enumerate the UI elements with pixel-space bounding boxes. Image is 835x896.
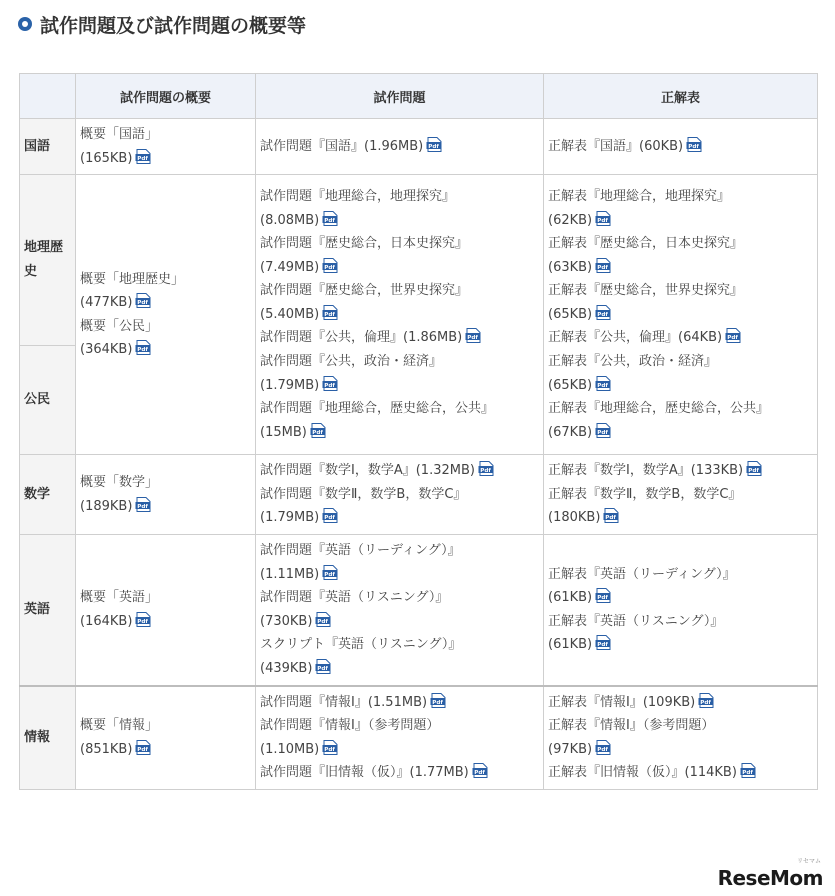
svg-text:Pdf: Pdf bbox=[597, 264, 608, 271]
svg-text:Pdf: Pdf bbox=[727, 335, 738, 342]
answer-link[interactable]: 正解表『歴史総合，世界史探究』 bbox=[548, 283, 744, 299]
problem-link[interactable]: 試作問題『歴史総合，日本史探究』 bbox=[260, 236, 469, 252]
summary-cell bbox=[76, 534, 256, 685]
svg-text:Pdf: Pdf bbox=[324, 311, 336, 318]
svg-text:Pdf: Pdf bbox=[312, 429, 323, 436]
pdf-icon[interactable] bbox=[135, 293, 151, 308]
pdf-icon[interactable] bbox=[686, 137, 702, 152]
problem-link[interactable]: (1.79MB) bbox=[260, 377, 320, 393]
problem-link[interactable]: 試作問題『情報Ⅰ』(1.51MB) bbox=[260, 694, 428, 710]
problems-cell bbox=[256, 119, 544, 175]
pdf-icon[interactable] bbox=[322, 376, 338, 391]
pdf-icon[interactable] bbox=[135, 149, 151, 164]
svg-text:Pdf: Pdf bbox=[137, 347, 149, 354]
svg-text:Pdf: Pdf bbox=[324, 382, 336, 389]
summary-cell bbox=[76, 119, 256, 175]
svg-text:Pdf: Pdf bbox=[467, 335, 479, 342]
svg-text:Pdf: Pdf bbox=[597, 746, 608, 753]
subject-cell bbox=[20, 455, 76, 535]
problems-cell bbox=[256, 175, 544, 455]
answer-link[interactable]: (65KB) bbox=[548, 377, 593, 393]
svg-text:Pdf: Pdf bbox=[324, 264, 336, 271]
header-problems: 試作問題 bbox=[256, 74, 544, 119]
svg-text:Pdf: Pdf bbox=[432, 699, 443, 706]
pdf-icon[interactable] bbox=[740, 763, 756, 778]
problem-link[interactable]: 試作問題『情報Ⅰ』（参考問題） bbox=[260, 718, 440, 734]
pdf-icon[interactable] bbox=[322, 211, 338, 226]
pdf-icon[interactable] bbox=[725, 328, 741, 343]
problem-link[interactable]: 試作問題『数学Ⅱ，数学B，数学C』 bbox=[260, 486, 467, 502]
answers-cell bbox=[544, 175, 818, 455]
pdf-icon[interactable] bbox=[595, 588, 611, 603]
svg-text:Pdf: Pdf bbox=[480, 467, 491, 474]
watermark-small: リセマム bbox=[797, 858, 821, 865]
pdf-icon[interactable] bbox=[322, 305, 338, 320]
answer-link[interactable]: 正解表『公共，政治・経済』 bbox=[548, 354, 718, 370]
pdf-icon[interactable] bbox=[698, 693, 714, 708]
svg-text:Pdf: Pdf bbox=[137, 299, 149, 306]
pdf-icon[interactable] bbox=[426, 137, 442, 152]
pdf-icon[interactable] bbox=[315, 659, 331, 674]
pdf-icon[interactable] bbox=[746, 461, 762, 476]
pdf-icon[interactable] bbox=[595, 258, 611, 273]
subject-label: 公民 bbox=[24, 392, 51, 408]
svg-text:Pdf: Pdf bbox=[137, 746, 149, 753]
problems-cell bbox=[256, 686, 544, 790]
answers-cell bbox=[544, 119, 818, 175]
circle-bullet-icon bbox=[18, 17, 32, 31]
problem-link[interactable]: 試作問題『公共，倫理』(1.86MB) bbox=[260, 330, 463, 346]
svg-text:Pdf: Pdf bbox=[597, 217, 608, 224]
summary-cell bbox=[76, 686, 256, 790]
problem-link[interactable]: 試作問題『旧情報（仮）』(1.77MB) bbox=[260, 765, 469, 781]
subject-label: 地理歴史 bbox=[24, 240, 64, 280]
problem-link[interactable]: (1.11MB) bbox=[260, 566, 320, 582]
subject-cell bbox=[20, 119, 76, 175]
problem-link[interactable]: 試作問題『公共，政治・経済』 bbox=[260, 354, 443, 370]
answer-link[interactable]: 正解表『数学Ⅱ，数学B，数学C』 bbox=[548, 486, 742, 502]
problem-link[interactable]: 試作問題『英語（リーディング）』 bbox=[260, 542, 461, 558]
problem-link[interactable]: (1.79MB) bbox=[260, 510, 320, 526]
svg-text:Pdf: Pdf bbox=[688, 143, 699, 150]
answer-link[interactable]: (62KB) bbox=[548, 212, 593, 228]
pdf-icon[interactable] bbox=[595, 211, 611, 226]
svg-text:Pdf: Pdf bbox=[597, 429, 608, 436]
pdf-icon[interactable] bbox=[603, 508, 619, 523]
answer-link[interactable]: 正解表『英語（リスニング）』 bbox=[548, 613, 724, 629]
svg-text:Pdf: Pdf bbox=[324, 515, 336, 522]
svg-text:Pdf: Pdf bbox=[317, 618, 329, 625]
pdf-icon[interactable] bbox=[322, 258, 338, 273]
pdf-icon[interactable] bbox=[472, 763, 488, 778]
svg-text:Pdf: Pdf bbox=[137, 618, 149, 625]
answer-link[interactable]: (63KB) bbox=[548, 259, 593, 275]
pdf-icon[interactable] bbox=[595, 423, 611, 438]
summary-link[interactable]: 概要「地理歴史」 bbox=[80, 271, 185, 287]
answer-link[interactable]: 正解表『地理総合，地理探究』 bbox=[548, 188, 731, 204]
svg-text:Pdf: Pdf bbox=[137, 503, 149, 510]
section-heading bbox=[18, 10, 306, 38]
problem-link[interactable]: 試作問題『数学Ⅰ，数学A』(1.32MB) bbox=[260, 463, 475, 479]
svg-text:Pdf: Pdf bbox=[324, 217, 336, 224]
svg-text:Pdf: Pdf bbox=[597, 382, 608, 389]
pdf-icon[interactable] bbox=[595, 635, 611, 650]
answer-link[interactable]: (61KB) bbox=[548, 637, 593, 653]
answer-link[interactable]: (61KB) bbox=[548, 590, 593, 606]
svg-text:Pdf: Pdf bbox=[597, 594, 608, 601]
problem-link[interactable]: 試作問題『地理総合，地理探究』 bbox=[260, 188, 456, 204]
svg-text:Pdf: Pdf bbox=[605, 515, 617, 522]
pdf-icon[interactable] bbox=[322, 565, 338, 580]
problem-link[interactable]: 試作問題『国語』(1.96MB) bbox=[260, 138, 424, 154]
answer-link[interactable]: (65KB) bbox=[548, 306, 593, 322]
table-header-row bbox=[20, 74, 818, 119]
problem-link[interactable]: (1.10MB) bbox=[260, 741, 320, 757]
pdf-icon[interactable] bbox=[310, 423, 326, 438]
pdf-icon[interactable] bbox=[595, 305, 611, 320]
answer-link[interactable]: 正解表『情報Ⅰ』(109KB) bbox=[548, 694, 696, 710]
summary-link[interactable]: (165KB) bbox=[80, 150, 133, 166]
svg-text:Pdf: Pdf bbox=[137, 155, 149, 162]
subject-label: 国語 bbox=[24, 138, 51, 154]
pdf-icon[interactable] bbox=[135, 740, 151, 755]
summary-link[interactable]: 概要「公民」 bbox=[80, 318, 159, 334]
answer-link[interactable]: (180KB) bbox=[548, 510, 601, 526]
subject-label: 情報 bbox=[24, 729, 51, 745]
svg-text:Pdf: Pdf bbox=[597, 311, 608, 318]
answer-link[interactable]: 正解表『歴史総合，日本史探究』 bbox=[548, 236, 744, 252]
answer-link[interactable]: 正解表『公共，倫理』(64KB) bbox=[548, 330, 723, 346]
header-answers: 正解表 bbox=[544, 74, 818, 119]
svg-text:Pdf: Pdf bbox=[597, 642, 608, 649]
svg-text:Pdf: Pdf bbox=[742, 770, 753, 777]
answers-cell bbox=[544, 534, 818, 685]
summary-link[interactable]: 概要「国語」 bbox=[80, 127, 159, 142]
subject-label: 英語 bbox=[24, 601, 51, 617]
subject-cell bbox=[20, 175, 76, 455]
problem-link[interactable]: (439KB) bbox=[260, 660, 313, 676]
summary-link[interactable]: 概要「数学」 bbox=[80, 474, 159, 490]
subject-cell bbox=[20, 686, 76, 790]
pdf-icon[interactable] bbox=[135, 340, 151, 355]
svg-text:Pdf: Pdf bbox=[473, 770, 485, 777]
header-subject bbox=[20, 74, 76, 119]
answers-cell bbox=[544, 686, 818, 790]
table-row bbox=[20, 686, 818, 790]
svg-text:Pdf: Pdf bbox=[700, 699, 712, 706]
table-row bbox=[20, 455, 818, 535]
svg-text:Pdf: Pdf bbox=[324, 746, 336, 753]
summary-link[interactable]: (851KB) bbox=[80, 741, 133, 757]
problem-link[interactable]: (5.40MB) bbox=[260, 306, 320, 322]
problem-link[interactable]: 試作問題『歴史総合，世界史探究』 bbox=[260, 283, 469, 299]
page-title: 試作問題及び試作問題の概要等 bbox=[40, 14, 307, 37]
pdf-icon[interactable] bbox=[322, 508, 338, 523]
table-row bbox=[20, 175, 818, 455]
problems-cell bbox=[256, 534, 544, 685]
problems-cell bbox=[256, 455, 544, 535]
watermark-logo: ReseMom bbox=[717, 866, 823, 890]
summary-link[interactable]: (164KB) bbox=[80, 613, 133, 629]
pdf-icon[interactable] bbox=[465, 328, 481, 343]
answer-link[interactable]: (97KB) bbox=[548, 741, 593, 757]
problem-link[interactable]: 試作問題『英語（リスニング）』 bbox=[260, 590, 449, 606]
summary-link[interactable]: (189KB) bbox=[80, 498, 133, 514]
pdf-icon[interactable] bbox=[430, 693, 446, 708]
problem-link[interactable]: (8.08MB) bbox=[260, 212, 320, 228]
answer-link[interactable]: 正解表『数学Ⅰ，数学A』(133KB) bbox=[548, 463, 744, 479]
summary-link[interactable]: (364KB) bbox=[80, 342, 133, 358]
subject-label: 数学 bbox=[24, 486, 51, 502]
answer-link[interactable]: 正解表『情報Ⅰ』（参考問題） bbox=[548, 718, 715, 734]
table-row bbox=[20, 534, 818, 685]
answer-link[interactable]: 正解表『地理総合，歴史総合，公共』 bbox=[548, 401, 770, 417]
pdf-icon[interactable] bbox=[135, 612, 151, 627]
summary-link[interactable]: 概要「情報」 bbox=[80, 718, 159, 734]
table-row bbox=[20, 119, 818, 175]
summary-link[interactable]: (477KB) bbox=[80, 295, 133, 311]
exam-materials-table bbox=[19, 73, 818, 790]
problem-link[interactable]: (7.49MB) bbox=[260, 259, 320, 275]
problem-link[interactable]: (15MB) bbox=[260, 424, 307, 440]
problem-link[interactable]: (730KB) bbox=[260, 613, 313, 629]
subject-cell bbox=[20, 534, 76, 685]
header-summary: 試作問題の概要 bbox=[76, 74, 256, 119]
summary-cell bbox=[76, 455, 256, 535]
svg-text:Pdf: Pdf bbox=[317, 665, 329, 672]
pdf-icon[interactable] bbox=[135, 497, 151, 512]
answer-link[interactable]: 正解表『国語』(60KB) bbox=[548, 138, 684, 154]
svg-text:Pdf: Pdf bbox=[324, 571, 336, 578]
answer-link[interactable]: 正解表『英語（リーディング）』 bbox=[548, 566, 736, 582]
pdf-icon[interactable] bbox=[322, 740, 338, 755]
problem-link[interactable]: 試作問題『地理総合，歴史総合，公共』 bbox=[260, 401, 495, 417]
pdf-icon[interactable] bbox=[315, 612, 331, 627]
svg-text:Pdf: Pdf bbox=[428, 143, 440, 150]
answer-link[interactable]: 正解表『旧情報（仮）』(114KB) bbox=[548, 765, 737, 781]
pdf-icon[interactable] bbox=[595, 740, 611, 755]
problem-link[interactable]: スクリプト『英語（リスニング）』 bbox=[260, 637, 462, 653]
summary-cell bbox=[76, 175, 256, 455]
pdf-icon[interactable] bbox=[478, 461, 494, 476]
answer-link[interactable]: (67KB) bbox=[548, 424, 593, 440]
summary-link[interactable]: 概要「英語」 bbox=[80, 590, 159, 606]
pdf-icon[interactable] bbox=[595, 376, 611, 391]
svg-text:Pdf: Pdf bbox=[748, 467, 759, 474]
answers-cell bbox=[544, 455, 818, 535]
